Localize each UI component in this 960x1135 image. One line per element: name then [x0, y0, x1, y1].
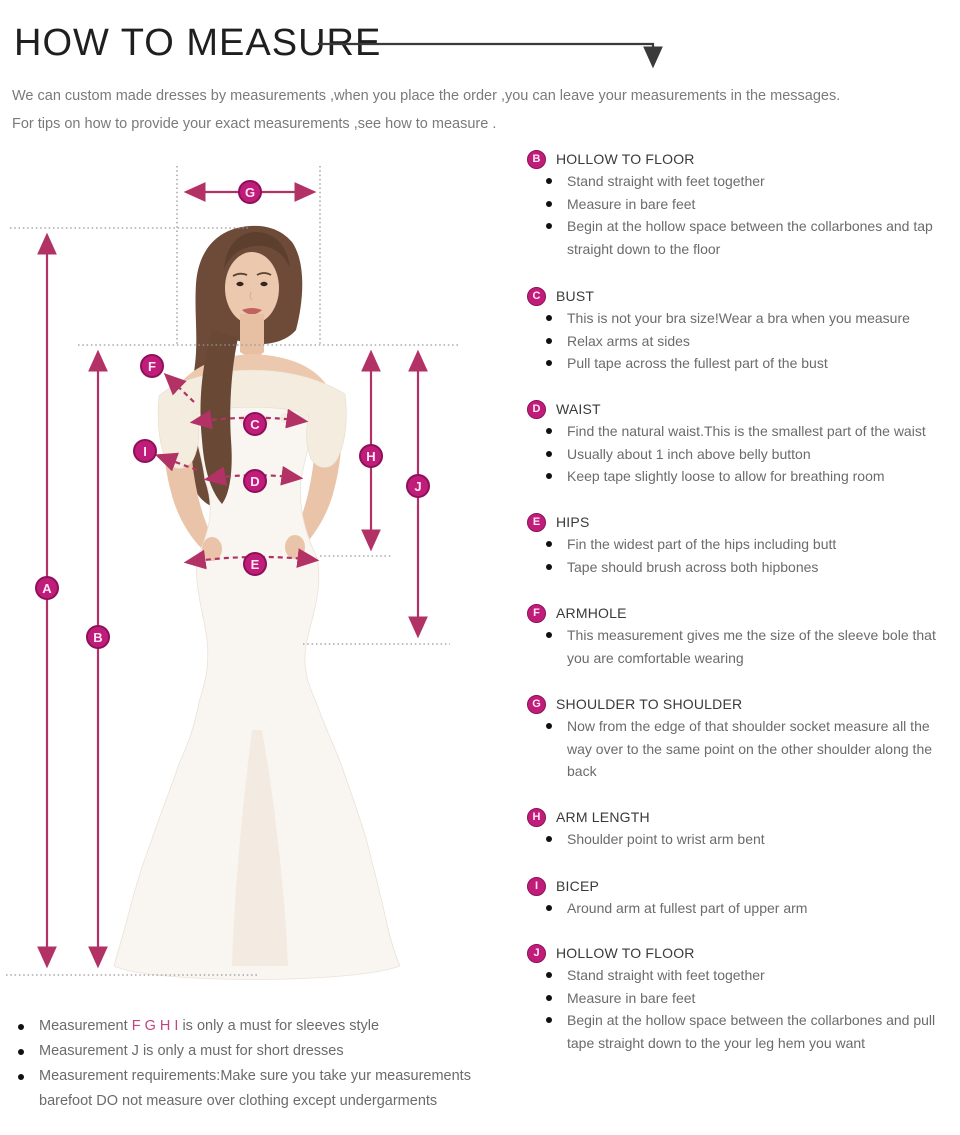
section-letter-badge: B: [527, 150, 546, 169]
hand-right: [285, 535, 305, 559]
section-title: SHOULDER TO SHOULDER: [556, 696, 743, 712]
bullet-text: Measure in bare feet: [567, 195, 696, 212]
section-armhole: [520, 602, 956, 669]
list-item: [520, 897, 956, 920]
diagram-badge-E: E: [243, 552, 267, 576]
list-item: [520, 307, 956, 330]
section-hips: [520, 511, 956, 578]
bullet-dot-icon: [546, 360, 552, 366]
diagram-badge-B: B: [86, 625, 110, 649]
note-short-dresses: [18, 1039, 496, 1064]
bullet-text: Keep tape slightly loose to allow for breathing room: [567, 468, 885, 484]
bullet-text: Measure in bare feet: [567, 989, 696, 1006]
section-letter-badge: C: [527, 287, 546, 306]
bullet-dot-icon: [546, 836, 552, 842]
section-letter-badge: I: [527, 877, 546, 896]
list-item: [520, 465, 956, 488]
list-item: [520, 624, 956, 669]
bullet-text: Relax arms at sides: [567, 332, 690, 349]
diagram-badge-H: H: [359, 444, 383, 468]
bullet-dot-icon: [546, 995, 552, 1001]
section-hollow-to-floor-b: [520, 148, 956, 260]
bullet-text: Fin the widest part of the hips including butt: [567, 536, 837, 552]
section-title: ARMHOLE: [556, 605, 627, 621]
diagram-badge-I: I: [133, 439, 157, 463]
highlight-letters: F G H I: [131, 1018, 179, 1034]
footnotes: [18, 1014, 496, 1114]
note-requirements: [18, 1064, 496, 1114]
section-title: ARM LENGTH: [556, 809, 650, 825]
title-arrow: [318, 44, 653, 64]
note-text: Measurement J is only a must for short dresses: [39, 1043, 344, 1059]
eye-left: [236, 282, 243, 286]
bullet-dot-icon: [546, 428, 552, 434]
section-letter-badge: F: [527, 604, 546, 623]
section-bicep: [520, 875, 956, 920]
bullet-dot-icon: [546, 723, 552, 729]
list-item: [520, 556, 956, 579]
bullet-dot-icon: [18, 1074, 24, 1080]
section-waist: [520, 398, 956, 488]
diagram-badge-G: G: [238, 180, 262, 204]
bullet-dot-icon: [546, 451, 552, 457]
list-item: [520, 420, 956, 443]
list-item: [520, 443, 956, 466]
bullet-dot-icon: [546, 315, 552, 321]
note-text: Measurement requirements:Make sure you take yur measurements barefoot DO not measure over clothing except undergarments: [39, 1068, 471, 1109]
page-title: HOW TO MEASURE: [14, 22, 382, 64]
bullet-dot-icon: [546, 473, 552, 479]
bullet-text: Around arm at fullest part of upper arm: [567, 900, 808, 916]
hand-left: [202, 537, 222, 561]
bullet-dot-icon: [546, 541, 552, 547]
bullet-text: Find the natural waist.This is the smallest part of the waist: [567, 423, 926, 439]
section-bust: [520, 285, 956, 375]
bullet-text: This is not your bra size!Wear a bra when you measure: [567, 310, 910, 326]
eye-right: [260, 282, 267, 286]
list-item: [520, 170, 956, 193]
note-sleeves: [18, 1014, 496, 1039]
bullet-text: This measurement gives me the size of the sleeve bole that you are comfortable wearing: [567, 627, 936, 666]
section-letter-badge: E: [527, 513, 546, 532]
diagram-badge-J: J: [406, 474, 430, 498]
section-shoulder-to-shoulder: [520, 693, 956, 783]
list-item: [520, 352, 956, 375]
bullet-dot-icon: [18, 1024, 24, 1030]
bullet-text: Stand straight with feet together: [567, 173, 765, 189]
section-title: BICEP: [556, 878, 600, 894]
bullet-dot-icon: [546, 201, 552, 207]
list-item: [520, 215, 956, 260]
bullet-dot-icon: [546, 1017, 552, 1023]
diagram-badge-D: D: [243, 469, 267, 493]
bullet-text: Shoulder point to wrist arm bent: [567, 831, 765, 847]
section-arm-length: [520, 806, 956, 851]
section-title: HIPS: [556, 514, 590, 530]
bullet-text: Usually about 1 inch above belly button: [567, 445, 811, 462]
diagram-badge-F: F: [140, 354, 164, 378]
bullet-text: Begin at the hollow space between the collarbones and pull tape straight down to the your leg hem you want: [567, 1012, 936, 1051]
list-item: [520, 964, 956, 987]
intro-line-1: We can custom made dresses by measurements ,when you place the order ,you can leave your measurements in the messages.: [12, 88, 841, 104]
section-title: HOLLOW TO FLOOR: [556, 945, 695, 961]
list-item: [520, 533, 956, 556]
section-letter-badge: H: [527, 808, 546, 827]
section-letter-badge: J: [527, 944, 546, 963]
section-title: HOLLOW TO FLOOR: [556, 151, 695, 167]
bullet-dot-icon: [546, 338, 552, 344]
list-item: [520, 715, 956, 783]
section-hollow-to-floor-j: [520, 942, 956, 1054]
bullet-text: Stand straight with feet together: [567, 967, 765, 983]
section-title: WAIST: [556, 401, 601, 417]
bullet-text: Pull tape across the fullest part of the bust: [567, 355, 828, 371]
section-title: BUST: [556, 288, 595, 304]
section-letter-badge: D: [527, 400, 546, 419]
diagram-badge-A: A: [35, 576, 59, 600]
bullet-dot-icon: [546, 564, 552, 570]
bullet-dot-icon: [546, 178, 552, 184]
bullet-text: Now from the edge of that shoulder socket measure all the way over to the same point on the other shoulder along the back: [567, 718, 933, 779]
diagram-badge-C: C: [243, 412, 267, 436]
bullet-text: Tape should brush across both hipbones: [567, 558, 819, 575]
model-figure: [114, 226, 400, 980]
bullet-dot-icon: [546, 972, 552, 978]
list-item: [520, 987, 956, 1010]
section-letter-badge: G: [527, 695, 546, 714]
list-item: [520, 330, 956, 353]
bullet-dot-icon: [546, 632, 552, 638]
bullet-text: Begin at the hollow space between the collarbones and tap straight down to the floor: [567, 218, 933, 257]
list-item: [520, 828, 956, 851]
bullet-dot-icon: [18, 1049, 24, 1055]
bullet-dot-icon: [546, 905, 552, 911]
neck: [240, 314, 264, 357]
list-item: [520, 1009, 956, 1054]
intro-line-2: For tips on how to provide your exact measurements ,see how to measure .: [12, 116, 497, 132]
note-text: Measurement F G H I is only a must for sleeves style: [39, 1018, 380, 1034]
list-item: [520, 193, 956, 216]
bullet-dot-icon: [546, 223, 552, 229]
